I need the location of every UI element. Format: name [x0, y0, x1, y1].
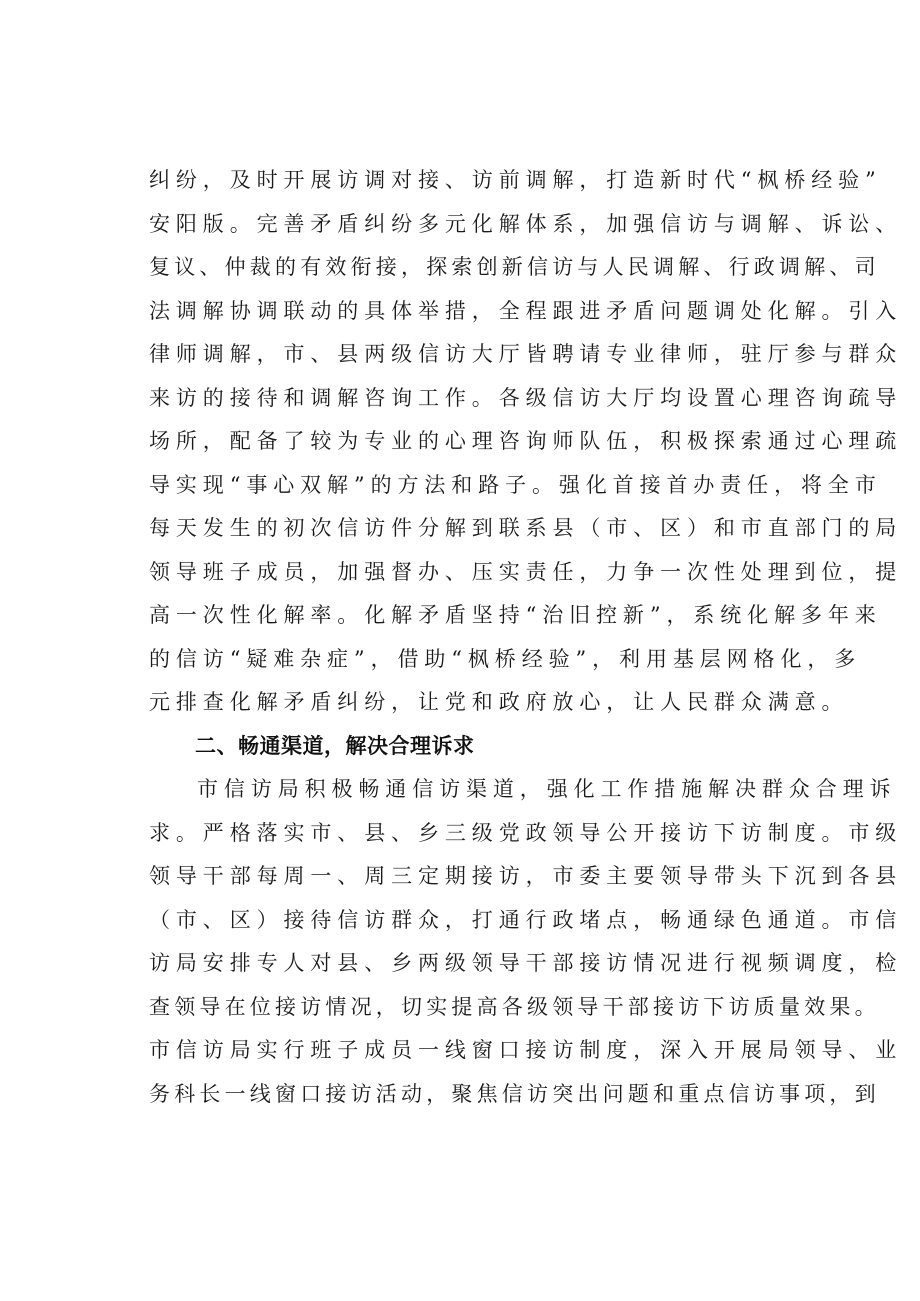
text-line: （市、区）接待信访群众，打通行政堵点，畅通绿色通道。市信 [149, 907, 903, 932]
text-line: 高一次性化解率。化解矛盾坚持“治旧控新”，系统化解多年来 [149, 603, 882, 627]
text-line: 场所，配备了较为专业的心理咨询师队伍，积极探索通过心理疏 [149, 429, 903, 453]
text-line: 律师调解，市、县两级信访大厅皆聘请专业律师，驻厅参与群众 [149, 342, 903, 366]
text-line: 导实现“事心双解”的方法和路子。强化首接首办责任，将全市 [149, 472, 882, 497]
text-line: 法调解协调联动的具体举措，全程跟进矛盾问题调处化解。引入 [149, 298, 903, 323]
paragraph-open-channels [149, 768, 903, 1116]
section-heading: 二、畅通渠道，解决合理诉求 [195, 733, 475, 758]
text-line: 纠纷，及时开展访调对接、访前调解，打造新时代“枫桥经验” [149, 168, 882, 192]
text-line: 求。严格落实市、县、乡三级党政领导公开接访下访制度。市级 [149, 820, 903, 845]
text-line: 市信访局积极畅通信访渠道，强化工作措施解决群众合理诉 [197, 777, 897, 801]
text-line: 每天发生的初次信访件分解到联系县（市、区）和市直部门的局 [149, 516, 903, 540]
text-line: 查领导在位接访情况，切实提高各级领导干部接访下访质量效果。 [149, 994, 880, 1019]
text-line: 安阳版。完善矛盾纠纷多元化解体系，加强信访与调解、诉讼、 [149, 211, 903, 236]
text-line: 元排查化解矛盾纠纷，让党和政府放心，让人民群众满意。 [149, 690, 849, 714]
text-line: 来访的接待和调解咨询工作。各级信访大厅均设置心理咨询疏导 [149, 385, 903, 410]
text-line: 复议、仲裁的有效衔接，探索创新信访与人民调解、行政调解、司 [149, 255, 880, 279]
paragraph-dispute-resolution [149, 159, 903, 725]
text-line: 的信访“疑难杂症”，借助“枫桥经验”，利用基层网格化，多 [149, 646, 862, 671]
text-line: 务科长一线窗口接访活动，聚焦信访突出问题和重点信访事项，到 [149, 1081, 880, 1106]
document-page [149, 159, 903, 1116]
text-line: 领导干部每周一、周三定期接访，市委主要领导带头下沉到各县 [149, 864, 903, 888]
text-line: 访局安排专人对县、乡两级领导干部接访情况进行视频调度，检 [149, 951, 903, 975]
text-line: 市信访局实行班子成员一线窗口接访制度，深入开展局领导、业 [149, 1038, 903, 1062]
text-line: 领导班子成员，加强督办、压实责任，力争一次性处理到位，提 [149, 559, 903, 584]
